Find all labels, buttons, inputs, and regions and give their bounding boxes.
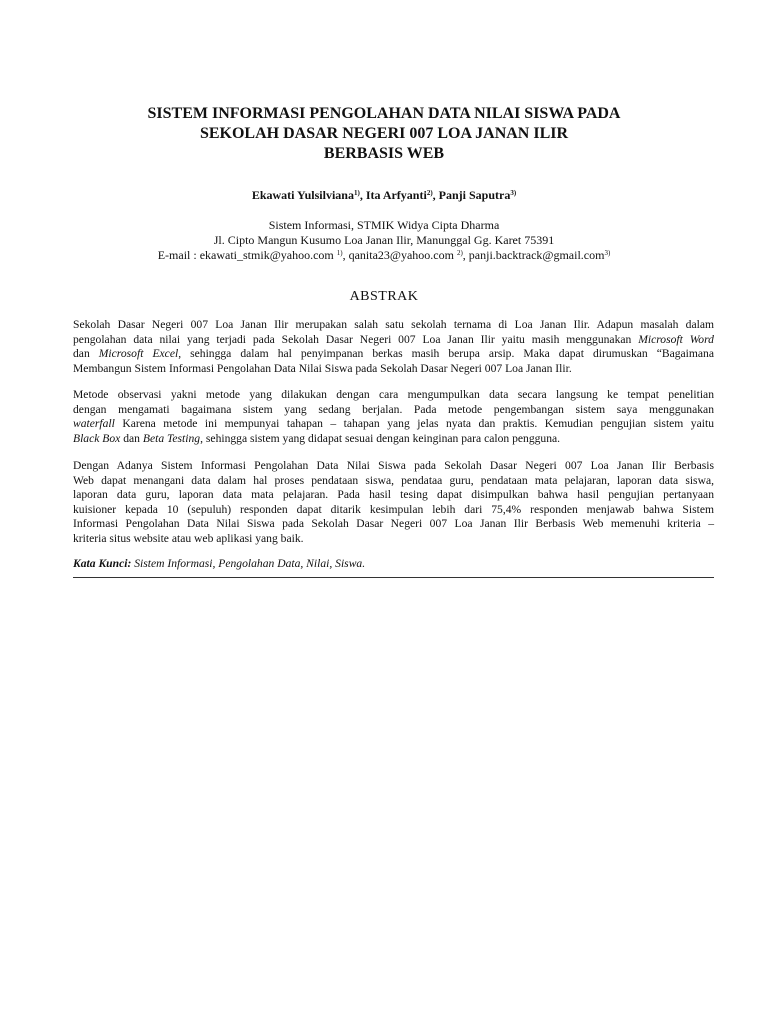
text-run: Karena metode ini mempunyai tahapan – tahapan yang jelas nyata dan praktis. Kemudian pengujian sistem yaitu: [114, 417, 714, 431]
text-line: Informasi Pengolahan Data Nilai Siswa pada Sekolah Dasar Negeri 007 Loa Janan Ilir Berbasis Web memenuhi kriteria –: [73, 517, 714, 531]
abstract-paragraph-3: [73, 459, 714, 547]
author-superscript: 3): [510, 189, 517, 197]
email-address: , panji.backtrack@gmail.com: [462, 248, 605, 262]
abstract-heading: ABSTRAK: [349, 289, 419, 304]
email-superscript: 2): [456, 249, 463, 257]
abstract-paragraph-2: [73, 388, 714, 446]
author-name: Ita Arfyanti: [365, 188, 427, 202]
text-line: kriteria situs website atau web aplikasi yang baik.: [73, 531, 304, 545]
text-line: Dengan Adanya Sistem Informasi Pengolahan Data Nilai Siswa pada Sekolah Dasar Negeri 007 Loa Janan Ilir Berbasis: [73, 459, 714, 472]
author-separator: ,: [432, 188, 439, 202]
email-address: ekawati_stmik@yahoo.com: [199, 248, 337, 262]
text-line: [73, 333, 714, 348]
paper-title: [0, 104, 768, 164]
author-list: [0, 188, 768, 203]
author-name: Panji Saputra: [438, 188, 511, 202]
abstract-paragraph-1: [73, 318, 714, 376]
text-run: dan: [120, 431, 143, 445]
text-line: dengan mengamati bagaimana sistem yang sedang berjalan. Pada metode pengembangan sistem saya menggunakan: [73, 402, 714, 416]
author-name: Ekawati Yulsilviana: [251, 188, 354, 202]
text-line: Web dapat menangani data dalam hal proses pendataan siswa, pendataa guru, pendataan mata pelajaran, laporan data siswa,: [73, 473, 714, 487]
text-run: pengolahan data nilai yang terjadi pada Sekolah Dasar Negeri 007 Loa Janan Ilir yaitu masih menggunakan: [73, 332, 639, 346]
text-line: Sekolah Dasar Negeri 007 Loa Janan Ilir merupakan salah satu sekolah ternama di Loa Janan Ilir. Adapun masalah dalam: [73, 318, 714, 331]
text-run: dan: [73, 347, 99, 361]
keywords-line: [73, 557, 365, 570]
text-line: [73, 347, 714, 362]
italic-term: waterfall: [73, 417, 115, 431]
affiliation-emails: [0, 248, 768, 263]
author-separator: ,: [359, 188, 366, 202]
author-superscript: 1): [353, 189, 360, 197]
title-line-1: SISTEM INFORMASI PENGOLAHAN DATA NILAI SISWA PADA: [147, 105, 621, 122]
email-superscript: 1): [336, 249, 343, 257]
text-line: Membangun Sistem Informasi Pengolahan Data Nilai Siswa pada Sekolah Dasar Negeri 007 Loa Janan Ilir.: [73, 361, 572, 375]
text-line: kuisioner kepada 10 (sepuluh) responden dapat ditarik kesimpulan lebih dari 75,4% responden menjawab bahwa Sistem: [73, 502, 714, 516]
title-line-2: SEKOLAH DASAR NEGERI 007 LOA JANAN ILIR: [199, 125, 569, 142]
italic-term: Microsoft Word: [638, 332, 714, 346]
italic-term: Microsoft Excel: [98, 347, 179, 361]
email-superscript: 3): [604, 249, 611, 257]
text-run: , sehingga sistem yang didapat sesuai dengan keinginan para calon pengguna.: [200, 431, 561, 445]
title-line-3: BERBASIS WEB: [323, 145, 445, 162]
keywords-label: Kata Kunci:: [73, 557, 132, 570]
text-line: Metode observasi yakni metode yang dilakukan dengan cara mengumpulkan data secara langsung ke tempat penelitian: [73, 388, 714, 401]
text-line: [73, 432, 714, 447]
email-address: , qanita23@yahoo.com: [342, 248, 457, 262]
email-prefix: E-mail :: [157, 248, 200, 262]
italic-term: Black Box: [73, 431, 121, 445]
affiliation-address: Jl. Cipto Mangun Kusumo Loa Janan Ilir, Manunggal Gg. Karet 75391: [213, 233, 555, 247]
affiliation-block: [0, 218, 768, 263]
text-line: [73, 417, 714, 432]
section-divider: [73, 577, 714, 578]
italic-term: Beta Testing: [142, 431, 201, 445]
affiliation-institution: Sistem Informasi, STMIK Widya Cipta Dharma: [268, 218, 500, 232]
author-superscript: 2): [426, 189, 433, 197]
text-run: , sehingga dalam hal penyimpanan berkas masih berupa arsip. Maka dapat dirumuskan “Bagaimana: [178, 347, 714, 361]
keywords-value: Sistem Informasi, Pengolahan Data, Nilai, Siswa.: [131, 557, 366, 570]
text-line: laporan data guru, laporan data mata pelajaran. Pada hasil tesing dapat disimpulkan bahwa hasil pengujian pertanyaan: [73, 488, 714, 502]
